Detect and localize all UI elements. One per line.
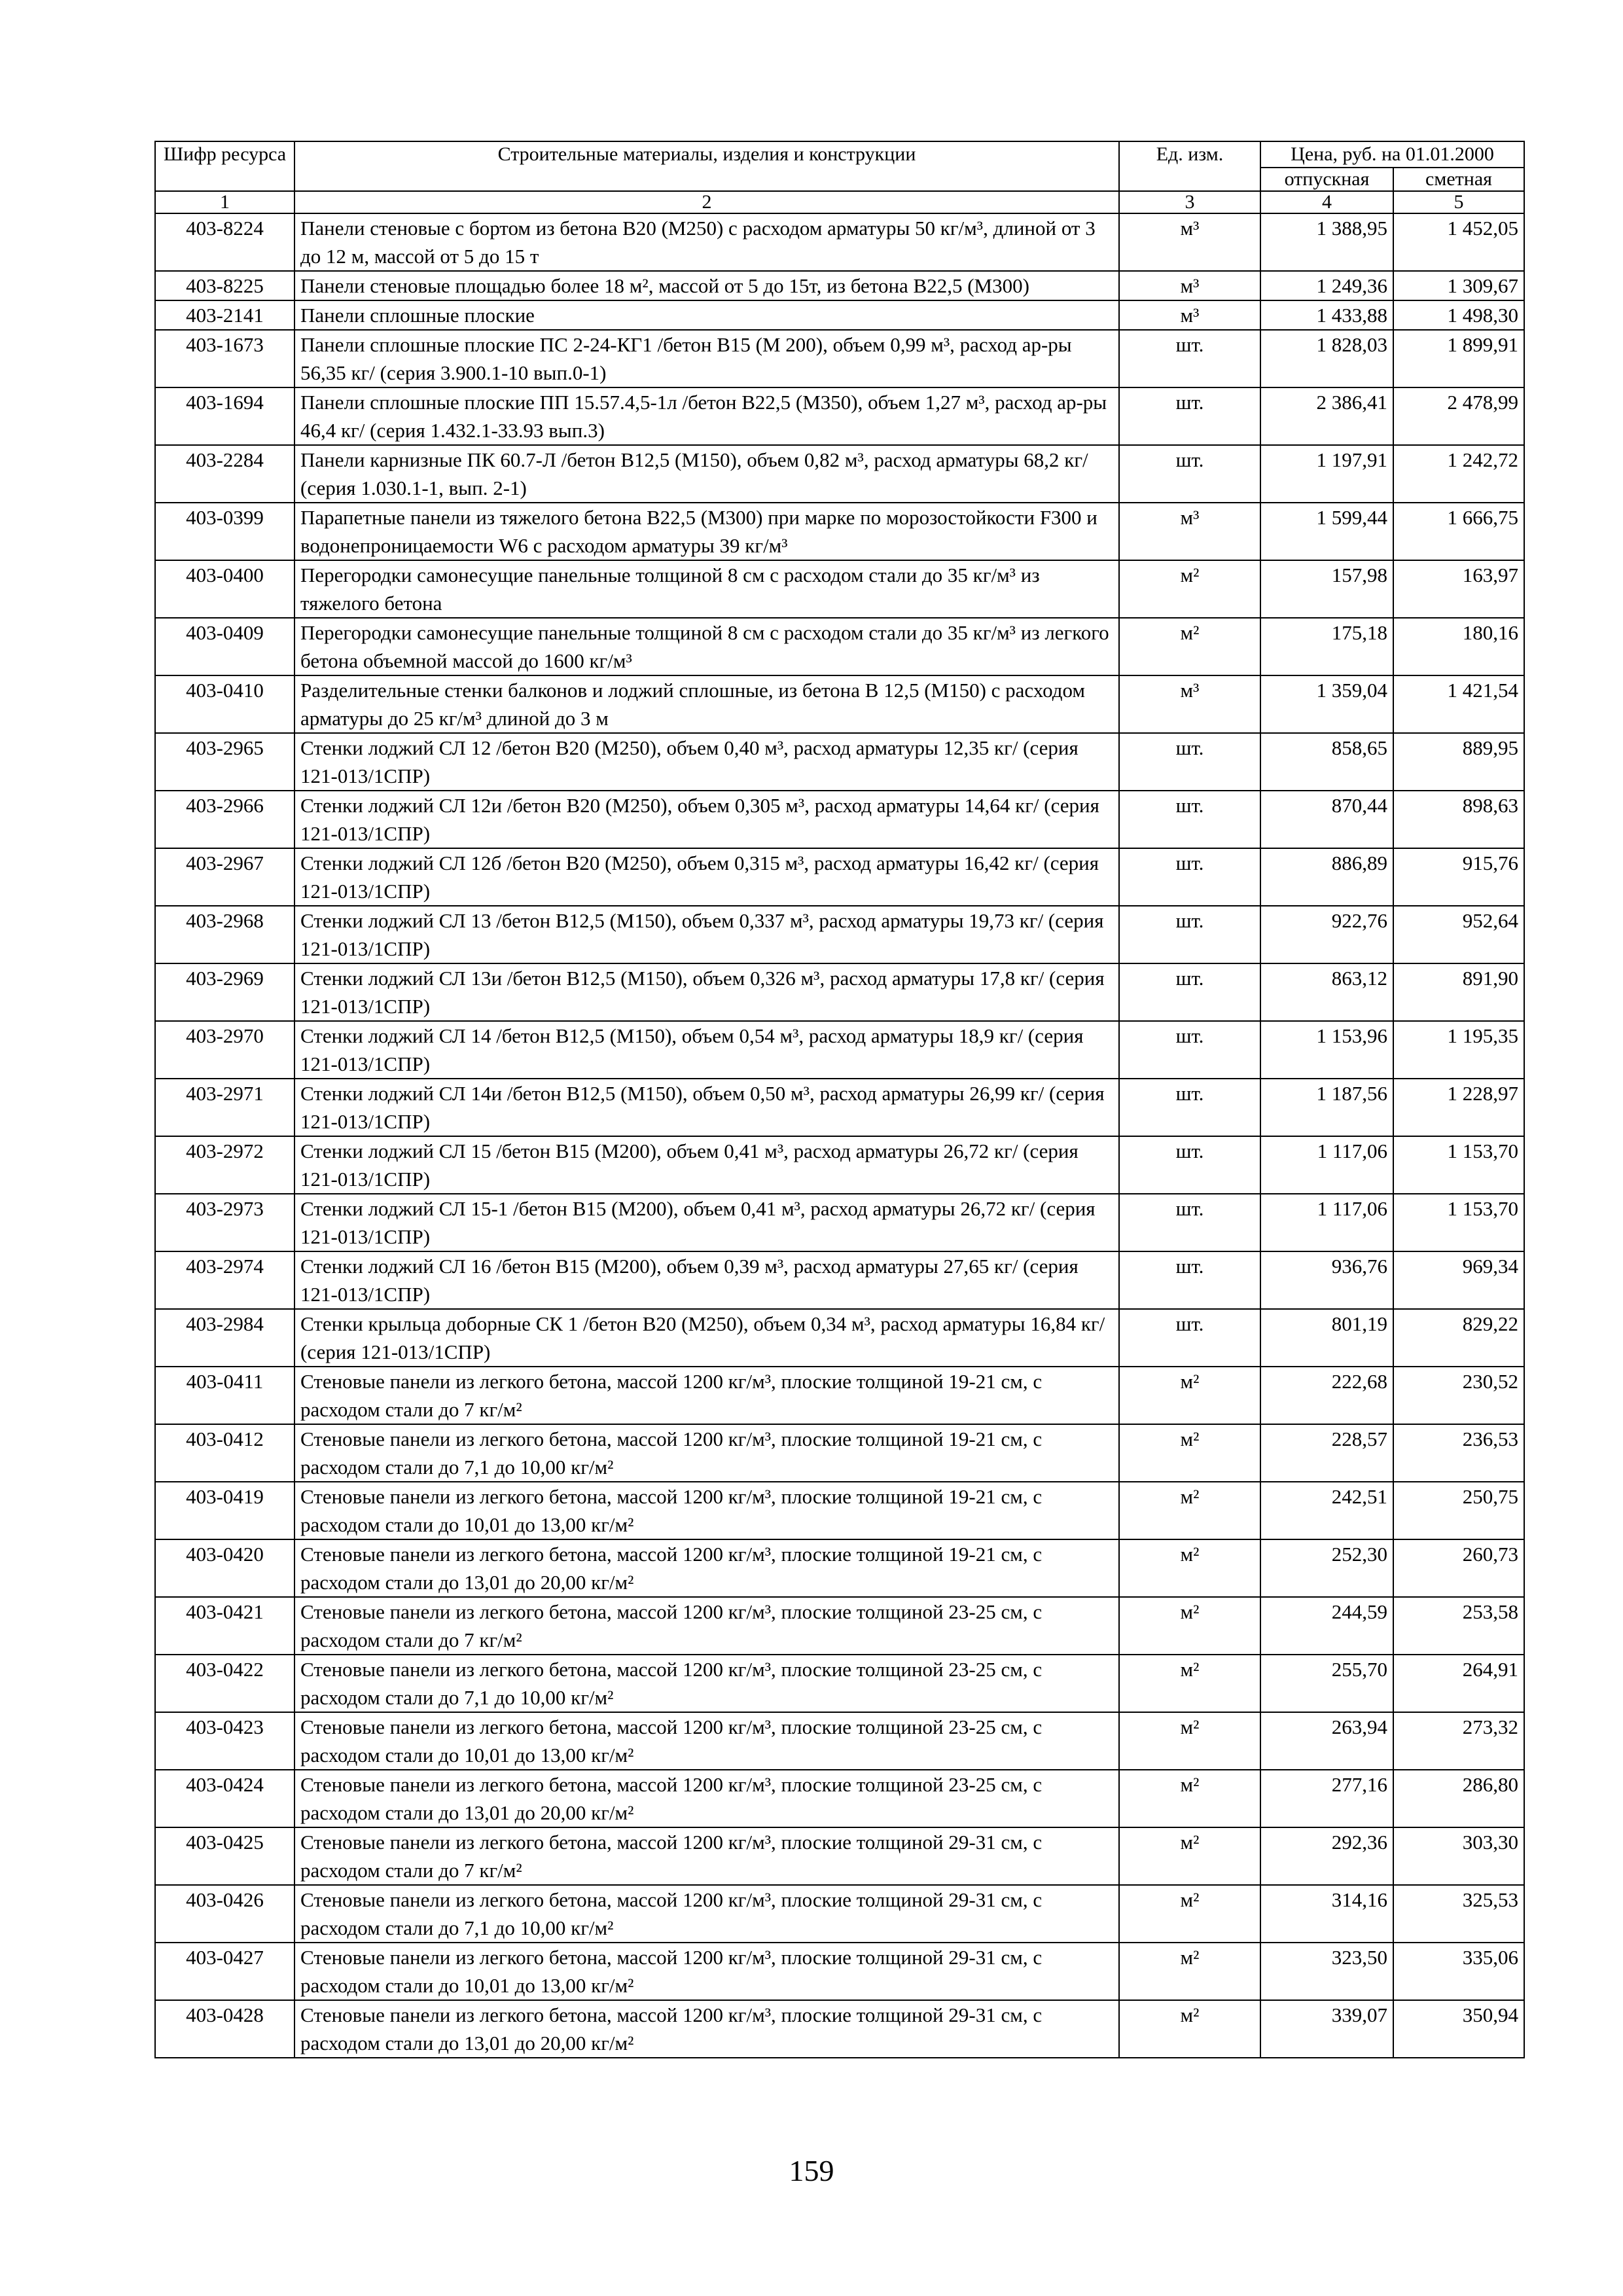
cell-unit: м² bbox=[1119, 1539, 1260, 1597]
cell-price-estimate: 1 309,67 bbox=[1393, 271, 1524, 300]
header-price-release: отпускная bbox=[1260, 168, 1393, 191]
cell-name: Стенки лоджий СЛ 14 /бетон В12,5 (М150), объем 0,54 м³, расход арматуры 18,9 кг/ (серия 121-013/1СПР) bbox=[294, 1021, 1119, 1079]
cell-price-estimate: 273,32 bbox=[1393, 1712, 1524, 1770]
cell-price-release: 863,12 bbox=[1260, 963, 1393, 1021]
header-price: Цена, руб. на 01.01.2000 bbox=[1260, 141, 1524, 168]
table-row bbox=[155, 2000, 1524, 2058]
cell-unit: м² bbox=[1119, 560, 1260, 618]
cell-unit: м³ bbox=[1119, 213, 1260, 271]
cell-name: Стенки лоджий СЛ 16 /бетон В15 (М200), объем 0,39 м³, расход арматуры 27,65 кг/ (серия 121-013/1СПР) bbox=[294, 1251, 1119, 1309]
table-row bbox=[155, 1885, 1524, 1943]
cell-name: Панели карнизные ПК 60.7-Л /бетон В12,5 (М150), объем 0,82 м³, расход арматуры 68,2 кг/ (серия 1.030.1-1, вып. 2-1) bbox=[294, 445, 1119, 503]
cell-code: 403-0424 bbox=[155, 1770, 294, 1827]
col-number-4: 4 bbox=[1260, 191, 1393, 213]
cell-unit: шт. bbox=[1119, 848, 1260, 906]
cell-price-release: 175,18 bbox=[1260, 618, 1393, 675]
cell-unit: м² bbox=[1119, 1770, 1260, 1827]
col-number-5: 5 bbox=[1393, 191, 1524, 213]
cell-name: Стеновые панели из легкого бетона, массой 1200 кг/м³, плоские толщиной 29-31 см, с расходом стали до 7,1 до 10,00 кг/м² bbox=[294, 1885, 1119, 1943]
cell-name: Стенки лоджий СЛ 12 /бетон В20 (М250), объем 0,40 м³, расход арматуры 12,35 кг/ (серия 121-013/1СПР) bbox=[294, 733, 1119, 791]
cell-price-estimate: 260,73 bbox=[1393, 1539, 1524, 1597]
cell-code: 403-2969 bbox=[155, 963, 294, 1021]
page-number: 159 bbox=[789, 2154, 834, 2187]
cell-price-release: 922,76 bbox=[1260, 906, 1393, 963]
cell-code: 403-2974 bbox=[155, 1251, 294, 1309]
cell-price-estimate: 350,94 bbox=[1393, 2000, 1524, 2058]
cell-unit: шт. bbox=[1119, 387, 1260, 445]
cell-unit: шт. bbox=[1119, 791, 1260, 848]
cell-price-release: 1 187,56 bbox=[1260, 1079, 1393, 1136]
cell-name: Стенки лоджий СЛ 12б /бетон В20 (М250), объем 0,315 м³, расход арматуры 16,42 кг/ (серия 121-013/1СПР) bbox=[294, 848, 1119, 906]
cell-name: Стенки крыльца доборные СК 1 /бетон В20 (М250), объем 0,34 м³, расход арматуры 16,84 кг/ (серия 121-013/1СПР) bbox=[294, 1309, 1119, 1367]
table-row bbox=[155, 963, 1524, 1021]
table-row bbox=[155, 1194, 1524, 1251]
cell-price-release: 1 249,36 bbox=[1260, 271, 1393, 300]
table-row bbox=[155, 1539, 1524, 1597]
cell-price-release: 858,65 bbox=[1260, 733, 1393, 791]
cell-unit: м² bbox=[1119, 1367, 1260, 1424]
cell-code: 403-0426 bbox=[155, 1885, 294, 1943]
cell-price-estimate: 1 195,35 bbox=[1393, 1021, 1524, 1079]
table-row bbox=[155, 445, 1524, 503]
cell-price-estimate: 286,80 bbox=[1393, 1770, 1524, 1827]
cell-unit: м² bbox=[1119, 1655, 1260, 1712]
cell-code: 403-2973 bbox=[155, 1194, 294, 1251]
table-row bbox=[155, 1655, 1524, 1712]
cell-price-release: 1 153,96 bbox=[1260, 1021, 1393, 1079]
table-row bbox=[155, 1770, 1524, 1827]
header-name: Строительные материалы, изделия и конструкции bbox=[294, 141, 1119, 191]
cell-code: 403-2972 bbox=[155, 1136, 294, 1194]
table-row bbox=[155, 1251, 1524, 1309]
cell-code: 403-0423 bbox=[155, 1712, 294, 1770]
cell-code: 403-2971 bbox=[155, 1079, 294, 1136]
cell-name: Панели сплошные плоские ПП 15.57.4,5-1л /бетон В22,5 (М350), объем 1,27 м³, расход ар-ры 46,4 кг/ (серия 1.432.1-33.93 вып.3) bbox=[294, 387, 1119, 445]
cell-price-estimate: 253,58 bbox=[1393, 1597, 1524, 1655]
cell-price-estimate: 1 899,91 bbox=[1393, 330, 1524, 387]
cell-price-estimate: 952,64 bbox=[1393, 906, 1524, 963]
cell-price-release: 1 599,44 bbox=[1260, 503, 1393, 560]
cell-name: Парапетные панели из тяжелого бетона В22,5 (М300) при марке по морозостойкости F300 и водонепроницаемости W6 с расходом арматуры 39 кг/м³ bbox=[294, 503, 1119, 560]
cell-name: Стенки лоджий СЛ 15-1 /бетон В15 (М200), объем 0,41 м³, расход арматуры 26,72 кг/ (серия 121-013/1СПР) bbox=[294, 1194, 1119, 1251]
cell-unit: шт. bbox=[1119, 1021, 1260, 1079]
cell-price-release: 255,70 bbox=[1260, 1655, 1393, 1712]
cell-unit: м² bbox=[1119, 1712, 1260, 1770]
cell-code: 403-8224 bbox=[155, 213, 294, 271]
cell-price-release: 936,76 bbox=[1260, 1251, 1393, 1309]
table-row bbox=[155, 213, 1524, 271]
cell-price-release: 1 359,04 bbox=[1260, 675, 1393, 733]
cell-code: 403-2284 bbox=[155, 445, 294, 503]
cell-name: Стенки лоджий СЛ 14и /бетон В12,5 (М150), объем 0,50 м³, расход арматуры 26,99 кг/ (серия 121-013/1СПР) bbox=[294, 1079, 1119, 1136]
table-row bbox=[155, 300, 1524, 330]
cell-code: 403-2141 bbox=[155, 300, 294, 330]
cell-code: 403-0410 bbox=[155, 675, 294, 733]
cell-unit: шт. bbox=[1119, 906, 1260, 963]
cell-unit: шт. bbox=[1119, 1194, 1260, 1251]
cell-name: Панели стеновые с бортом из бетона В20 (М250) с расходом арматуры 50 кг/м³, длиной от 3 до 12 м, массой от 5 до 15 т bbox=[294, 213, 1119, 271]
cell-price-estimate: 915,76 bbox=[1393, 848, 1524, 906]
cell-name: Стеновые панели из легкого бетона, массой 1200 кг/м³, плоские толщиной 23-25 см, с расходом стали до 13,01 до 20,00 кг/м² bbox=[294, 1770, 1119, 1827]
cell-name: Стенки лоджий СЛ 15 /бетон В15 (М200), объем 0,41 м³, расход арматуры 26,72 кг/ (серия 121-013/1СПР) bbox=[294, 1136, 1119, 1194]
cell-price-release: 242,51 bbox=[1260, 1482, 1393, 1539]
cell-price-estimate: 303,30 bbox=[1393, 1827, 1524, 1885]
cell-code: 403-0412 bbox=[155, 1424, 294, 1482]
cell-price-release: 222,68 bbox=[1260, 1367, 1393, 1424]
cell-code: 403-2967 bbox=[155, 848, 294, 906]
cell-price-estimate: 236,53 bbox=[1393, 1424, 1524, 1482]
cell-code: 403-2970 bbox=[155, 1021, 294, 1079]
cell-price-release: 886,89 bbox=[1260, 848, 1393, 906]
cell-price-release: 314,16 bbox=[1260, 1885, 1393, 1943]
cell-price-estimate: 889,95 bbox=[1393, 733, 1524, 791]
cell-name: Перегородки самонесущие панельные толщиной 8 см с расходом стали до 35 кг/м³ из легкого бетона объемной массой до 1600 кг/м³ bbox=[294, 618, 1119, 675]
table-row bbox=[155, 1367, 1524, 1424]
cell-name: Стеновые панели из легкого бетона, массой 1200 кг/м³, плоские толщиной 19-21 см, с расходом стали до 10,01 до 13,00 кг/м² bbox=[294, 1482, 1119, 1539]
cell-code: 403-1694 bbox=[155, 387, 294, 445]
table-row bbox=[155, 271, 1524, 300]
cell-price-release: 1 117,06 bbox=[1260, 1194, 1393, 1251]
cell-price-release: 2 386,41 bbox=[1260, 387, 1393, 445]
cell-code: 403-0400 bbox=[155, 560, 294, 618]
cell-price-release: 157,98 bbox=[1260, 560, 1393, 618]
cell-price-estimate: 264,91 bbox=[1393, 1655, 1524, 1712]
cell-code: 403-8225 bbox=[155, 271, 294, 300]
header-number-row bbox=[155, 191, 1524, 213]
cell-price-release: 339,07 bbox=[1260, 2000, 1393, 2058]
cell-price-release: 244,59 bbox=[1260, 1597, 1393, 1655]
cell-price-estimate: 1 666,75 bbox=[1393, 503, 1524, 560]
cell-price-release: 870,44 bbox=[1260, 791, 1393, 848]
table-row bbox=[155, 1309, 1524, 1367]
cell-unit: шт. bbox=[1119, 445, 1260, 503]
cell-unit: м² bbox=[1119, 1482, 1260, 1539]
header-row bbox=[155, 141, 1524, 168]
table-row bbox=[155, 618, 1524, 675]
cell-name: Стеновые панели из легкого бетона, массой 1200 кг/м³, плоские толщиной 29-31 см, с расходом стали до 13,01 до 20,00 кг/м² bbox=[294, 2000, 1119, 2058]
cell-code: 403-0411 bbox=[155, 1367, 294, 1424]
cell-unit: м³ bbox=[1119, 503, 1260, 560]
cell-name: Стеновые панели из легкого бетона, массой 1200 кг/м³, плоские толщиной 23-25 см, с расходом стали до 10,01 до 13,00 кг/м² bbox=[294, 1712, 1119, 1770]
cell-code: 403-0422 bbox=[155, 1655, 294, 1712]
cell-name: Стеновые панели из легкого бетона, массой 1200 кг/м³, плоские толщиной 29-31 см, с расходом стали до 10,01 до 13,00 кг/м² bbox=[294, 1943, 1119, 2000]
table-row bbox=[155, 733, 1524, 791]
cell-unit: м² bbox=[1119, 2000, 1260, 2058]
table-row bbox=[155, 1943, 1524, 2000]
cell-unit: м² bbox=[1119, 1827, 1260, 1885]
cell-price-estimate: 1 228,97 bbox=[1393, 1079, 1524, 1136]
cell-code: 403-2966 bbox=[155, 791, 294, 848]
table-row bbox=[155, 387, 1524, 445]
table-row bbox=[155, 1827, 1524, 1885]
cell-unit: шт. bbox=[1119, 1079, 1260, 1136]
cell-price-estimate: 1 421,54 bbox=[1393, 675, 1524, 733]
cell-price-release: 323,50 bbox=[1260, 1943, 1393, 2000]
cell-price-estimate: 1 153,70 bbox=[1393, 1136, 1524, 1194]
cell-price-estimate: 163,97 bbox=[1393, 560, 1524, 618]
cell-unit: шт. bbox=[1119, 963, 1260, 1021]
table-row bbox=[155, 1597, 1524, 1655]
cell-price-estimate: 1 153,70 bbox=[1393, 1194, 1524, 1251]
table-row bbox=[155, 503, 1524, 560]
cell-code: 403-0425 bbox=[155, 1827, 294, 1885]
cell-code: 403-2968 bbox=[155, 906, 294, 963]
cell-unit: м² bbox=[1119, 1885, 1260, 1943]
cell-unit: шт. bbox=[1119, 1251, 1260, 1309]
cell-code: 403-0421 bbox=[155, 1597, 294, 1655]
cell-price-estimate: 829,22 bbox=[1393, 1309, 1524, 1367]
cell-name: Стеновые панели из легкого бетона, массой 1200 кг/м³, плоские толщиной 29-31 см, с расходом стали до 7 кг/м² bbox=[294, 1827, 1119, 1885]
cell-price-release: 1 388,95 bbox=[1260, 213, 1393, 271]
cell-name: Панели стеновые площадью более 18 м², массой от 5 до 15т, из бетона В22,5 (М300) bbox=[294, 271, 1119, 300]
cell-name: Стеновые панели из легкого бетона, массой 1200 кг/м³, плоские толщиной 19-21 см, с расходом стали до 7 кг/м² bbox=[294, 1367, 1119, 1424]
cell-price-release: 1 433,88 bbox=[1260, 300, 1393, 330]
cell-unit: шт. bbox=[1119, 733, 1260, 791]
cell-code: 403-0399 bbox=[155, 503, 294, 560]
col-number-3: 3 bbox=[1119, 191, 1260, 213]
table-row bbox=[155, 1136, 1524, 1194]
table-row bbox=[155, 1424, 1524, 1482]
header-price-estimate: сметная bbox=[1393, 168, 1524, 191]
table-row bbox=[155, 1021, 1524, 1079]
table-row bbox=[155, 848, 1524, 906]
cell-code: 403-0427 bbox=[155, 1943, 294, 2000]
cell-unit: шт. bbox=[1119, 330, 1260, 387]
cell-unit: м² bbox=[1119, 1943, 1260, 2000]
cell-price-release: 252,30 bbox=[1260, 1539, 1393, 1597]
cell-unit: м² bbox=[1119, 1424, 1260, 1482]
cell-code: 403-2965 bbox=[155, 733, 294, 791]
table-row bbox=[155, 330, 1524, 387]
cell-code: 403-0428 bbox=[155, 2000, 294, 2058]
cell-price-release: 292,36 bbox=[1260, 1827, 1393, 1885]
cell-price-estimate: 1 452,05 bbox=[1393, 213, 1524, 271]
cell-name: Стеновые панели из легкого бетона, массой 1200 кг/м³, плоские толщиной 19-21 см, с расходом стали до 7,1 до 10,00 кг/м² bbox=[294, 1424, 1119, 1482]
cell-code: 403-0420 bbox=[155, 1539, 294, 1597]
table-row bbox=[155, 791, 1524, 848]
cell-price-estimate: 230,52 bbox=[1393, 1367, 1524, 1424]
cell-price-estimate: 1 242,72 bbox=[1393, 445, 1524, 503]
cell-unit: шт. bbox=[1119, 1309, 1260, 1367]
cell-price-estimate: 250,75 bbox=[1393, 1482, 1524, 1539]
price-table bbox=[154, 141, 1525, 2058]
cell-unit: м² bbox=[1119, 618, 1260, 675]
header-unit: Ед. изм. bbox=[1119, 141, 1260, 191]
cell-price-estimate: 1 498,30 bbox=[1393, 300, 1524, 330]
cell-code: 403-0409 bbox=[155, 618, 294, 675]
cell-unit: м³ bbox=[1119, 271, 1260, 300]
cell-name: Панели сплошные плоские ПС 2-24-КГ1 /бетон В15 (М 200), объем 0,99 м³, расход ар-ры 56,35 кг/ (серия 3.900.1-10 вып.0-1) bbox=[294, 330, 1119, 387]
table-row bbox=[155, 1712, 1524, 1770]
cell-name: Перегородки самонесущие панельные толщиной 8 см с расходом стали до 35 кг/м³ из тяжелого бетона bbox=[294, 560, 1119, 618]
cell-price-estimate: 180,16 bbox=[1393, 618, 1524, 675]
table-row bbox=[155, 675, 1524, 733]
cell-price-estimate: 335,06 bbox=[1393, 1943, 1524, 2000]
cell-price-release: 1 117,06 bbox=[1260, 1136, 1393, 1194]
cell-price-release: 1 828,03 bbox=[1260, 330, 1393, 387]
cell-name: Стенки лоджий СЛ 13 /бетон В12,5 (М150), объем 0,337 м³, расход арматуры 19,73 кг/ (серия 121-013/1СПР) bbox=[294, 906, 1119, 963]
cell-code: 403-2984 bbox=[155, 1309, 294, 1367]
cell-code: 403-0419 bbox=[155, 1482, 294, 1539]
cell-unit: м³ bbox=[1119, 675, 1260, 733]
cell-unit: м² bbox=[1119, 1597, 1260, 1655]
col-number-1: 1 bbox=[155, 191, 294, 213]
table-row bbox=[155, 906, 1524, 963]
cell-price-estimate: 898,63 bbox=[1393, 791, 1524, 848]
cell-price-release: 263,94 bbox=[1260, 1712, 1393, 1770]
cell-price-estimate: 325,53 bbox=[1393, 1885, 1524, 1943]
table-row bbox=[155, 1079, 1524, 1136]
cell-name: Стенки лоджий СЛ 12и /бетон В20 (М250), объем 0,305 м³, расход арматуры 14,64 кг/ (серия 121-013/1СПР) bbox=[294, 791, 1119, 848]
col-number-2: 2 bbox=[294, 191, 1119, 213]
cell-name: Стеновые панели из легкого бетона, массой 1200 кг/м³, плоские толщиной 23-25 см, с расходом стали до 7,1 до 10,00 кг/м² bbox=[294, 1655, 1119, 1712]
cell-code: 403-1673 bbox=[155, 330, 294, 387]
table-row bbox=[155, 1482, 1524, 1539]
cell-name: Панели сплошные плоские bbox=[294, 300, 1119, 330]
cell-price-estimate: 2 478,99 bbox=[1393, 387, 1524, 445]
cell-name: Разделительные стенки балконов и лоджий сплошные, из бетона В 12,5 (М150) с расходом арматуры до 25 кг/м³ длиной до 3 м bbox=[294, 675, 1119, 733]
cell-unit: м³ bbox=[1119, 300, 1260, 330]
cell-price-release: 228,57 bbox=[1260, 1424, 1393, 1482]
table-body bbox=[155, 213, 1524, 2058]
cell-price-estimate: 891,90 bbox=[1393, 963, 1524, 1021]
table-row bbox=[155, 560, 1524, 618]
header-code: Шифр ресурса bbox=[155, 141, 294, 191]
cell-name: Стенки лоджий СЛ 13и /бетон В12,5 (М150), объем 0,326 м³, расход арматуры 17,8 кг/ (серия 121-013/1СПР) bbox=[294, 963, 1119, 1021]
cell-price-release: 1 197,91 bbox=[1260, 445, 1393, 503]
cell-price-release: 277,16 bbox=[1260, 1770, 1393, 1827]
cell-name: Стеновые панели из легкого бетона, массой 1200 кг/м³, плоские толщиной 23-25 см, с расходом стали до 7 кг/м² bbox=[294, 1597, 1119, 1655]
cell-price-estimate: 969,34 bbox=[1393, 1251, 1524, 1309]
cell-price-release: 801,19 bbox=[1260, 1309, 1393, 1367]
cell-name: Стеновые панели из легкого бетона, массой 1200 кг/м³, плоские толщиной 19-21 см, с расходом стали до 13,01 до 20,00 кг/м² bbox=[294, 1539, 1119, 1597]
cell-unit: шт. bbox=[1119, 1136, 1260, 1194]
